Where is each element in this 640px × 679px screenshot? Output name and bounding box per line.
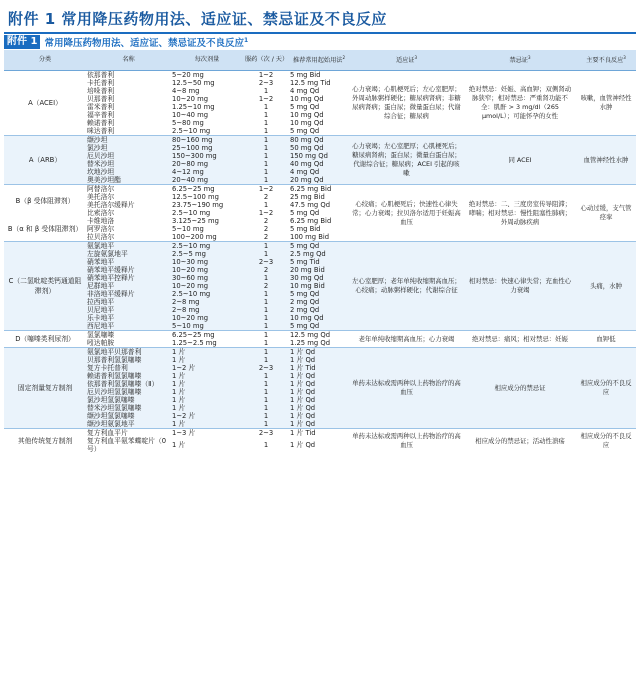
drug-frequency: 1 xyxy=(243,356,289,364)
drug-frequency: 1~2 xyxy=(243,71,289,80)
drug-dose: 1 片 xyxy=(171,348,243,357)
drug-start: 5 mg Bid xyxy=(290,225,321,233)
drug-frequency: 1 xyxy=(243,250,289,258)
header-recommended-sup: 2 xyxy=(342,55,346,61)
drug-name: 雷米普利 xyxy=(87,103,115,111)
group-contraindications: 绝对禁忌：痛风；相对禁忌：妊娠 xyxy=(464,331,576,348)
group-contraindications: 绝对禁忌：妊娠、高血钾；双侧肾动脉狭窄；相对禁忌：严重肾功能不全：肌酐 > 3 mg/dl（265 μmol/L）；可能怀孕的女性 xyxy=(464,71,576,136)
drug-name: 替米沙坦 xyxy=(86,160,171,168)
drug-start: 1 片 Tid xyxy=(289,364,349,372)
drug-start: 1 片 Qd xyxy=(289,356,349,364)
drug-start: 12.5 mg Tid xyxy=(290,79,331,87)
drug-dose: 10~20 mg xyxy=(171,266,243,274)
drug-name: 缬沙坦氢氯噻嗪 xyxy=(86,412,171,420)
drug-name: 拉贝洛尔 xyxy=(87,233,115,241)
drug-start: 5 mg Qd xyxy=(290,103,320,111)
drug-frequency: 1~2 xyxy=(243,185,289,194)
drug-frequency: 1 xyxy=(263,339,269,347)
header-indications-text: 适应证 xyxy=(395,57,415,65)
drug-dose: 2~8 mg xyxy=(171,306,243,314)
drug-name: 硝苯地平缓释片 xyxy=(86,266,171,274)
drug-name: 非洛地平缓释片 xyxy=(86,290,171,298)
drug-name: 氯沙坦氢氯噻嗪 xyxy=(86,396,171,404)
drug-frequency: 1 xyxy=(263,119,269,127)
drug-frequency: 2 xyxy=(263,193,269,201)
drug-frequency: 1 xyxy=(243,331,289,340)
drug-start: 25 mg Bid xyxy=(290,193,325,201)
group-category: A（ARB） xyxy=(4,136,86,185)
drug-frequency: 1 xyxy=(263,87,269,95)
drug-name: 咪达普利 xyxy=(87,127,115,135)
drug-frequency: 1~2 xyxy=(258,209,274,217)
drug-frequency: 2~3 xyxy=(243,429,289,438)
group-arb xyxy=(4,136,636,185)
drug-table xyxy=(4,50,636,453)
table-header-row xyxy=(4,50,636,71)
drug-dose: 10~20 mg xyxy=(172,95,209,103)
drug-frequency: 1 xyxy=(263,441,269,449)
drug-name: 西尼地平 xyxy=(86,322,171,331)
drug-start: 5 mg Qd xyxy=(289,242,349,251)
drug-frequency: 1 xyxy=(243,404,289,412)
drug-name: 复方利血平氨苯蝶啶片（0 号） xyxy=(87,437,167,453)
group-category: 其他传统复方制剂 xyxy=(4,429,86,454)
drug-name: 硝苯地平 xyxy=(86,258,171,266)
drug-start: 150 mg Qd xyxy=(289,152,349,160)
drug-name: 乐卡地平 xyxy=(86,314,171,322)
header-name: 名称 xyxy=(86,50,171,71)
drug-frequency: 1 xyxy=(263,103,269,111)
drug-start: 47.5 mg Qd xyxy=(290,201,331,209)
drug-name: 氢氯噻嗪 xyxy=(86,331,171,340)
header-indications xyxy=(349,50,464,71)
header-adverse-text: 主要不良反应 xyxy=(586,57,624,65)
drug-frequency: 2 xyxy=(263,225,269,233)
drug-start: 6.25 mg Bid xyxy=(289,185,349,194)
drug-start: 5 mg Qd xyxy=(290,127,320,135)
drug-frequency: 1 xyxy=(243,380,289,388)
drug-start: 1 片 Qd xyxy=(289,388,349,396)
group-category: B（β 受体阻滞剂） xyxy=(4,185,86,218)
drug-name: 卡维地洛 xyxy=(87,217,115,225)
drug-name: 福辛普利 xyxy=(87,111,115,119)
group-indications: 单药未达标或需两种以上药物治疗的高血压 xyxy=(349,429,464,454)
drug-dose: 100~200 mg xyxy=(172,233,217,241)
drug-dose: 2.5~10 mg xyxy=(172,127,211,135)
drug-start: 1 片 Qd xyxy=(289,412,349,420)
drug-start: 100 mg Bid xyxy=(290,233,330,241)
drug-dose: 5~20 mg xyxy=(171,71,243,80)
drug-start: 1.25 mg Qd xyxy=(290,339,331,347)
drug-dose: 1 片 xyxy=(171,396,243,404)
drug-dose: 3.125~25 mg xyxy=(172,217,219,225)
header-contraindications xyxy=(464,50,576,71)
drug-name: 氨氯地平贝那普利 xyxy=(86,348,171,357)
drug-dose: 2.5~10 mg xyxy=(171,290,243,298)
drug-frequency: 1 xyxy=(263,201,269,209)
drug-dose: 20~80 mg xyxy=(171,160,243,168)
drug-dose: 150~300 mg xyxy=(171,152,243,160)
drug-name: 复方卡托普利 xyxy=(86,364,171,372)
drug-frequency: 1 xyxy=(263,111,269,119)
drug-start: 80 mg Qd xyxy=(289,136,349,145)
header-frequency-text: 服药（次 / 天） xyxy=(245,56,289,63)
drug-dose: 5~10 mg xyxy=(171,322,243,331)
drug-dose: 12.5~100 mg xyxy=(172,193,219,201)
header-contraindications-sup: 3 xyxy=(528,55,531,61)
drug-start: 1 片 Qd xyxy=(289,380,349,388)
drug-name: 尼群地平 xyxy=(86,282,171,290)
drug-dose: 30~60 mg xyxy=(171,274,243,282)
group-adverse: 相应成分的不良反应 xyxy=(576,429,636,454)
group-ccb xyxy=(4,242,636,331)
drug-name: 贝那普利氢氯噻嗪 xyxy=(86,356,171,364)
drug-start: 10 mg Qd xyxy=(290,95,324,103)
group-adverse: 咳嗽，血管神经性水肿 xyxy=(576,71,636,136)
drug-frequency: 1 xyxy=(243,322,289,331)
drug-dose: 2.5~10 mg xyxy=(172,209,211,217)
drug-name: 美托洛尔缓释片 xyxy=(87,201,135,209)
drug-dose: 2~8 mg xyxy=(171,298,243,306)
drug-name: 拉西地平 xyxy=(86,298,171,306)
header-recommended xyxy=(289,50,349,71)
header-indications-sup: 3 xyxy=(414,55,418,61)
drug-start: 2 mg Qd xyxy=(289,306,349,314)
drug-dose: 20~40 mg xyxy=(171,176,243,185)
drug-dose: 10~20 mg xyxy=(171,314,243,322)
drug-frequency: 1 xyxy=(243,372,289,380)
drug-frequency: 1 xyxy=(243,136,289,145)
drug-start: 5 mg Tid xyxy=(289,258,349,266)
drug-name: 厄贝沙坦氢氯噻嗪 xyxy=(86,388,171,396)
drug-start: 12.5 mg Qd xyxy=(289,331,349,340)
group-contraindications: 绝对禁忌：二、三度房室传导阻滞；哮喘；相对禁忌：慢性阻塞性肺病；外周动脉疾病 xyxy=(464,185,576,242)
drug-dose: 10~30 mg xyxy=(171,258,243,266)
drug-frequency: 1 xyxy=(263,127,269,135)
drug-frequency: 2 xyxy=(263,233,269,241)
drug-frequency: 1 xyxy=(243,168,289,176)
drug-name: 左旋氨氯地平 xyxy=(86,250,171,258)
drug-frequency: 1 xyxy=(243,152,289,160)
drug-name: 贝那普利 xyxy=(87,95,115,103)
drug-start: 4 mg Qd xyxy=(290,87,320,95)
drug-frequency: 1 xyxy=(243,160,289,168)
drug-dose: 80~160 mg xyxy=(171,136,243,145)
drug-start: 50 mg Qd xyxy=(289,144,349,152)
table-row xyxy=(4,136,636,145)
drug-start: 40 mg Qd xyxy=(289,160,349,168)
header-adverse xyxy=(576,50,636,71)
group-adverse: 血管神经性水肿 xyxy=(576,136,636,185)
drug-frequency: 2~3 xyxy=(258,79,274,87)
group-category-secondary: B（α 和 β 受体阻滞剂） xyxy=(7,225,83,233)
drug-name: 阿替洛尔 xyxy=(86,185,171,194)
table-row xyxy=(4,429,636,438)
drug-start: 1 片 Qd xyxy=(289,348,349,357)
drug-frequency: 2~3 xyxy=(243,258,289,266)
drug-dose: 10~20 mg xyxy=(171,282,243,290)
group-indications: 心力衰竭；左心室肥厚；心肌梗死后；糖尿病肾病；蛋白尿；微量白蛋白尿；代谢综合征；糖尿病；ACEI 引起的咳嗽 xyxy=(349,136,464,185)
drug-name: 依那普利氢氯噻嗪（Ⅱ） xyxy=(86,380,171,388)
drug-name: 坎地沙坦 xyxy=(86,168,171,176)
drug-frequency: 1 xyxy=(243,290,289,298)
drug-frequency: 2 xyxy=(243,282,289,290)
header-adverse-sup: 3 xyxy=(623,55,626,61)
drug-start: 5 mg Bid xyxy=(289,71,349,80)
drug-name: 培哚普利 xyxy=(87,87,115,95)
drug-name: 氨氯地平 xyxy=(86,242,171,251)
caption-text-body: 常用降压药物用法、适应证、禁忌证及不良反应 xyxy=(44,38,244,49)
drug-name: 缬沙坦氨氯地平 xyxy=(86,420,171,429)
drug-frequency: 1 xyxy=(243,274,289,282)
group-contraindications: 同 ACEI xyxy=(464,136,576,185)
drug-dose: 1 片 xyxy=(171,356,243,364)
drug-frequency: 1~2 xyxy=(258,95,274,103)
group-acei xyxy=(4,71,636,136)
drug-name: 硝苯地平控释片 xyxy=(86,274,171,282)
table-row xyxy=(4,242,636,251)
drug-name: 依那普利 xyxy=(86,71,171,80)
drug-dose: 4~12 mg xyxy=(171,168,243,176)
drug-frequency: 1 xyxy=(243,298,289,306)
group-category: A（ACEI） xyxy=(4,71,86,136)
drug-frequency: 1 xyxy=(243,420,289,429)
drug-start: 10 mg Bid xyxy=(289,282,349,290)
header-frequency xyxy=(243,50,289,71)
drug-dose: 6.25~25 mg xyxy=(171,185,243,194)
drug-dose: 25~100 mg xyxy=(171,144,243,152)
drug-dose: 5~10 mg xyxy=(172,225,204,233)
header-daily-dose: 每次剂量 xyxy=(171,50,243,71)
drug-dose: 1.25~10 mg xyxy=(172,103,215,111)
drug-name: 奥美沙坦酯 xyxy=(86,176,171,185)
group-adverse: 心动过缓，支气管痉挛 xyxy=(576,185,636,242)
header-contraindications-text: 禁忌证 xyxy=(509,57,528,65)
drug-dose: 1~2 片 xyxy=(171,364,243,372)
drug-start: 10 mg Qd xyxy=(289,314,349,322)
drug-dose: 1 片 xyxy=(172,441,186,449)
group-category: 固定剂量复方制剂 xyxy=(4,348,86,429)
drug-dose: 1 片 xyxy=(171,420,243,429)
drug-dose: 6.25~25 mg xyxy=(171,331,243,340)
drug-dose: 2.5~10 mg xyxy=(171,242,243,251)
drug-dose: 12.5~50 mg xyxy=(172,79,215,87)
caption-label: 附件 1 xyxy=(4,35,40,49)
group-indications: 心力衰竭；心肌梗死后；左心室肥厚；外周动脉粥样硬化；糖尿病肾病；非糖尿病肾病；蛋白尿；微量蛋白尿；代谢综合征；糖尿病 xyxy=(349,71,464,136)
drug-start: 5 mg Qd xyxy=(289,290,349,298)
group-indications: 心绞痛；心肌梗死后；快速性心律失常；心力衰竭；拉贝洛尔适用于妊娠高血压 xyxy=(349,185,464,242)
drug-dose: 10~40 mg xyxy=(172,111,209,119)
group-traditional-combination xyxy=(4,429,636,454)
drug-frequency: 1 xyxy=(243,176,289,185)
table-row xyxy=(4,71,636,80)
drug-name: 吲达帕胺 xyxy=(87,339,115,347)
drug-dose: 1~3 片 xyxy=(171,429,243,438)
drug-frequency: 1 xyxy=(243,306,289,314)
drug-name: 缬沙坦 xyxy=(86,136,171,145)
drug-frequency: 2 xyxy=(263,217,269,225)
drug-start: 5 mg Qd xyxy=(290,209,320,217)
drug-name: 赖诺普利氢氯噻嗪 xyxy=(86,372,171,380)
drug-frequency: 1 xyxy=(243,412,289,420)
drug-dose: 1 片 xyxy=(171,380,243,388)
group-contraindications: 相应成分的禁忌证 xyxy=(464,348,576,429)
table-row xyxy=(4,185,636,194)
header-recommended-text: 推荐常用起始用法 xyxy=(292,57,343,65)
group-contraindications: 相应成分的禁忌证；活动性溃疡 xyxy=(464,429,576,454)
drug-name: 复方利血平片 xyxy=(86,429,171,438)
drug-name: 美托洛尔 xyxy=(87,193,115,201)
drug-dose: 4~8 mg xyxy=(172,87,200,95)
drug-dose: 1 片 xyxy=(171,388,243,396)
drug-frequency: 1 xyxy=(243,388,289,396)
drug-start: 5 mg Qd xyxy=(289,322,349,331)
group-adverse: 头痛，水肿 xyxy=(576,242,636,331)
drug-dose: 23.75~190 mg xyxy=(172,201,224,209)
group-fixed-combination xyxy=(4,348,636,429)
drug-start: 1 片 Qd xyxy=(289,404,349,412)
drug-name: 替米沙坦氢氯噻嗪 xyxy=(86,404,171,412)
drug-frequency: 1 xyxy=(243,396,289,404)
drug-start: 1 片 Qd xyxy=(290,441,316,449)
group-indications: 单药未达标或需两种以上药物治疗的高血压 xyxy=(349,348,464,429)
drug-start: 1 片 Qd xyxy=(289,396,349,404)
drug-name: 阿罗洛尔 xyxy=(87,225,115,233)
drug-frequency: 1 xyxy=(243,348,289,357)
drug-start: 20 mg Bid xyxy=(289,266,349,274)
drug-name: 氯沙坦 xyxy=(86,144,171,152)
drug-start: 1 片 Tid xyxy=(289,429,349,438)
drug-name: 赖诺普利 xyxy=(87,119,115,127)
drug-dose: 1 片 xyxy=(171,372,243,380)
group-category: D（噻嗪类利尿剂） xyxy=(4,331,86,348)
drug-dose: 1.25~2.5 mg xyxy=(172,339,217,347)
drug-frequency: 1 xyxy=(243,144,289,152)
drug-name: 卡托普利 xyxy=(87,79,115,87)
group-adverse: 相应成分的不良反应 xyxy=(576,348,636,429)
drug-frequency: 1 xyxy=(243,314,289,322)
document-title: 附件 1 常用降压药物用法、适应证、禁忌证及不良反应 xyxy=(8,10,387,28)
caption-text xyxy=(44,35,248,49)
group-indications: 老年单纯收缩期高血压；心力衰竭 xyxy=(349,331,464,348)
group-category: C（二氢吡啶类钙通道阻滞剂） xyxy=(4,242,86,331)
drug-dose: 1~2 片 xyxy=(171,412,243,420)
table-row xyxy=(4,331,636,340)
drug-start: 4 mg Qd xyxy=(289,168,349,176)
drug-frequency: 2 xyxy=(243,266,289,274)
drug-start: 1 片 Qd xyxy=(289,420,349,429)
drug-start: 20 mg Qd xyxy=(289,176,349,185)
drug-start: 2.5 mg Qd xyxy=(289,250,349,258)
caption-footnote-marker: 1 xyxy=(243,36,249,44)
drug-start: 6.25 mg Bid xyxy=(290,217,332,225)
header-category: 分类 xyxy=(4,50,86,71)
group-contraindications: 相对禁忌：快速心律失常；充血性心力衰竭 xyxy=(464,242,576,331)
drug-start: 10 mg Qd xyxy=(290,119,324,127)
drug-start: 2 mg Qd xyxy=(289,298,349,306)
drug-dose: 1 片 xyxy=(171,404,243,412)
drug-dose: 5~80 mg xyxy=(172,119,204,127)
drug-dose: 2.5~5 mg xyxy=(171,250,243,258)
group-beta-blocker xyxy=(4,185,636,242)
drug-name: 厄贝沙坦 xyxy=(86,152,171,160)
drug-frequency: 1 xyxy=(243,242,289,251)
drug-start: 1 片 Qd xyxy=(289,372,349,380)
group-diuretic xyxy=(4,331,636,348)
drug-frequency: 2~3 xyxy=(243,364,289,372)
drug-start: 10 mg Qd xyxy=(290,111,324,119)
table-row xyxy=(4,348,636,357)
title-divider xyxy=(4,32,636,34)
group-indications: 左心室肥厚；老年单纯收缩期高血压；心绞痛；动脉粥样硬化；代谢综合征 xyxy=(349,242,464,331)
drug-name: 贝尼地平 xyxy=(86,306,171,314)
group-adverse: 血钾低 xyxy=(576,331,636,348)
table-caption xyxy=(4,35,248,49)
drug-name: 比索洛尔 xyxy=(87,209,115,217)
drug-start: 30 mg Qd xyxy=(289,274,349,282)
